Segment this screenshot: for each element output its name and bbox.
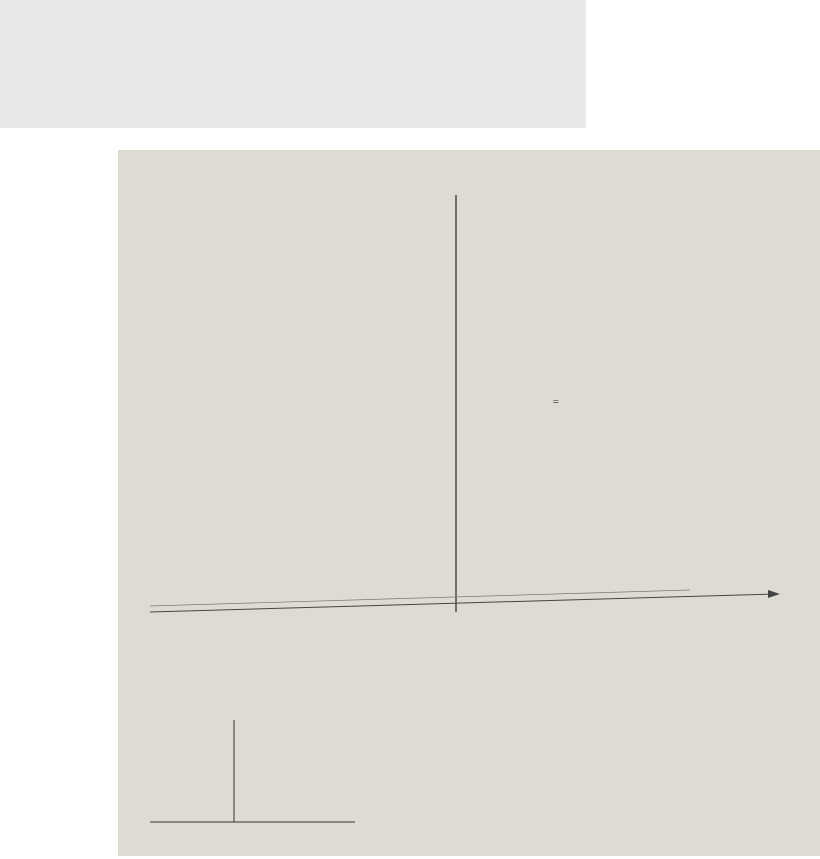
beta-axis-upper (150, 590, 690, 606)
svg-text:=: = (552, 396, 560, 408)
formula (552, 396, 559, 408)
beta-arrow-icon (768, 590, 780, 598)
